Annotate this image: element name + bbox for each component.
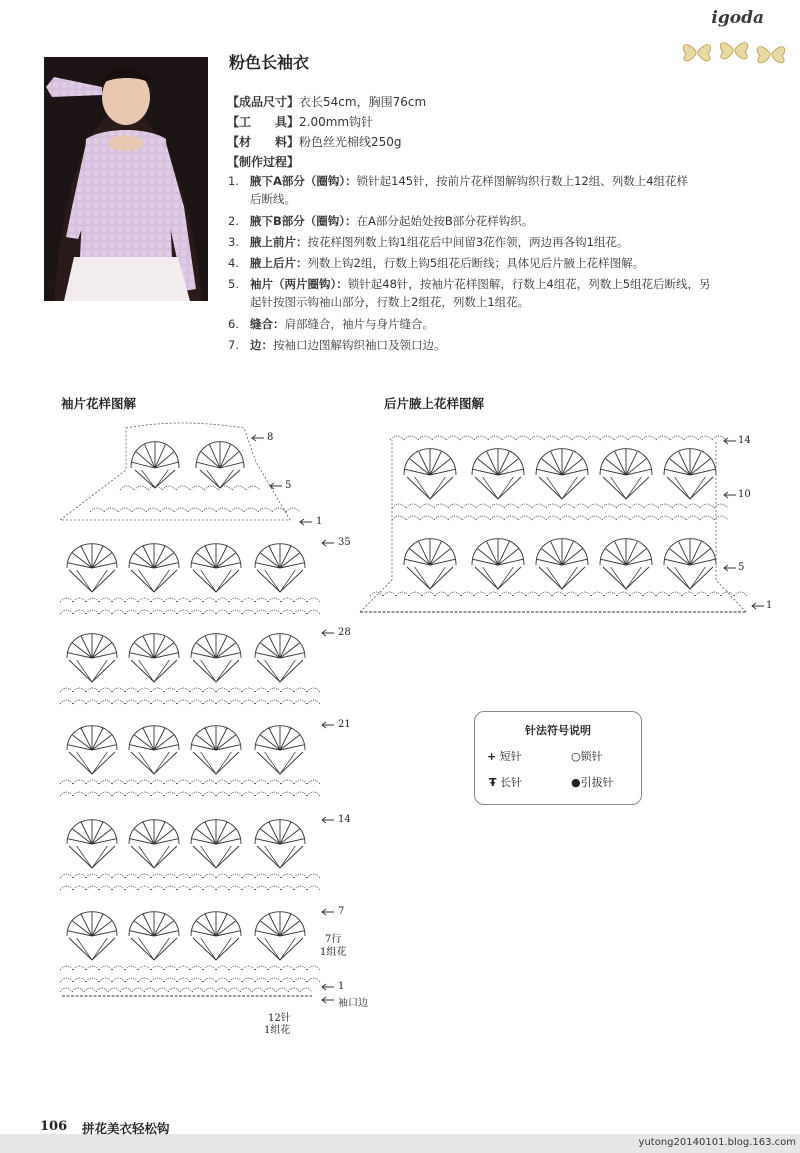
v-stitch [201, 938, 232, 960]
v-stitch [77, 846, 108, 868]
row-arrow-icon [252, 435, 264, 441]
v-stitch [539, 477, 585, 499]
v-stitch [265, 660, 296, 682]
chain-arcs [60, 874, 320, 878]
v-stitch [77, 660, 108, 682]
fan-motif [255, 912, 305, 936]
row-arrow-icon [322, 817, 334, 823]
v-stitch [193, 938, 239, 960]
v-stitch [135, 470, 175, 488]
fan-motif [404, 449, 456, 475]
v-stitch [139, 938, 170, 960]
sleeve-bottom-stitches: 12针 [268, 1013, 291, 1024]
sleeve-cuff-label: 袖口边 [338, 998, 368, 1009]
v-stitch [201, 570, 232, 592]
v-stitch [257, 570, 303, 592]
chain-arcs [60, 886, 320, 890]
fan-motif [67, 634, 117, 658]
fan-motif [129, 912, 179, 936]
v-stitch [611, 477, 642, 499]
back-row-label: 10 [738, 489, 751, 500]
step-6: 6. 缝合：肩部缝合，袖片与身片缝合。 [228, 317, 434, 331]
v-stitch [667, 567, 713, 589]
step-4: 4. 腋上后片：列数上钩2组，行数上钩5组花后断线；具体见后片腋上花样图解。 [228, 256, 645, 270]
step-5: 5. 袖片（两片圈钩）：锁针起48针，按袖片花样图解，行数上4组花，列数上5组花后断线，另 起针按图示钩袖山部分，行数上2组花，列数上1组花。 [228, 277, 711, 309]
spec-key: 【材 料】 [227, 135, 300, 149]
step-3: 3. 腋上前片：按花样图列数上钩1组花后中间留3花作领，两边再各钩1组花。 [228, 235, 629, 249]
fan-motif [600, 449, 652, 475]
sleeve-bottom-unit: 1组花 [264, 1025, 291, 1036]
v-stitch [675, 477, 706, 499]
legend-item-dc: Ŧ 长针 [489, 776, 523, 789]
row-arrow-icon [322, 984, 334, 990]
fan-motif [472, 449, 524, 475]
v-stitch [131, 846, 177, 868]
v-stitch [77, 570, 108, 592]
v-stitch [77, 938, 108, 960]
row-arrow-icon [322, 997, 334, 1003]
v-stitch [201, 752, 232, 774]
sleeve-row-label: 14 [338, 814, 351, 825]
back-row-label: 1 [766, 600, 773, 611]
v-stitch [257, 938, 303, 960]
v-stitch [201, 660, 232, 682]
fan-motif [191, 912, 241, 936]
legend-item-sc: + 短针 [487, 750, 522, 763]
v-stitch [547, 477, 578, 499]
process-heading: 【制作过程】 [227, 155, 300, 169]
spec-value: 粉色丝光棉线250g [299, 135, 402, 149]
v-stitch [69, 570, 115, 592]
sleeve-repeat-unit: 1组花 [320, 947, 347, 958]
sleeve-row-label: 5 [285, 480, 292, 491]
fan-motif [536, 449, 588, 475]
v-stitch [611, 567, 642, 589]
fan-motif [67, 912, 117, 936]
back-row-label: 5 [738, 562, 745, 573]
fan-motif [404, 539, 456, 565]
legend-title: 针法符号说明 [525, 724, 591, 737]
fan-motif [191, 544, 241, 568]
v-stitch [69, 938, 115, 960]
sleeve-row-label: 21 [338, 719, 351, 730]
fan-motif [600, 539, 652, 565]
fan-motif [472, 539, 524, 565]
row-arrow-icon [752, 603, 764, 609]
v-stitch [257, 846, 303, 868]
v-stitch [193, 752, 239, 774]
fan-motif [67, 726, 117, 750]
v-stitch [483, 477, 514, 499]
chain-arcs [370, 592, 747, 596]
sleeve-row-label: 1 [338, 981, 345, 992]
v-stitch [139, 752, 170, 774]
v-stitch [667, 477, 713, 499]
fan-motif [129, 726, 179, 750]
step-7: 7. 边：按袖口边图解钩织袖口及领口边。 [228, 338, 446, 352]
v-stitch [415, 477, 446, 499]
row-arrow-icon [322, 722, 334, 728]
row-arrow-icon [270, 483, 282, 489]
v-stitch [265, 846, 296, 868]
row-arrow-icon [300, 519, 312, 525]
chain-arcs [60, 700, 320, 704]
row-arrow-icon [322, 540, 334, 546]
spec-key: 【成品尺寸】 [227, 95, 300, 109]
chain-arcs [60, 780, 320, 784]
v-stitch [69, 752, 115, 774]
sleeve-row-label: 7 [338, 906, 345, 917]
v-stitch [539, 567, 585, 589]
v-stitch [483, 567, 514, 589]
v-stitch [139, 570, 170, 592]
v-stitch [257, 660, 303, 682]
row-arrow-icon [322, 630, 334, 636]
fan-motif [664, 539, 716, 565]
row-arrow-icon [724, 492, 736, 498]
step-2: 2. 腋下B部分（圈钩）：在A部分起始处按B部分花样钩织。 [228, 214, 534, 228]
page-title: 粉色长袖衣 [229, 53, 310, 72]
v-stitch [193, 660, 239, 682]
chain-arcs [60, 966, 320, 970]
v-stitch [603, 567, 649, 589]
sleeve-row-label: 8 [267, 432, 274, 443]
v-stitch [265, 752, 296, 774]
fan-motif [191, 726, 241, 750]
v-stitch [200, 470, 240, 488]
chain-arcs [120, 486, 260, 490]
v-stitch [407, 567, 453, 589]
row-arrow-icon [724, 438, 736, 444]
fan-motif [67, 820, 117, 844]
fan-motif [255, 726, 305, 750]
v-stitch [77, 752, 108, 774]
row-arrow-icon [322, 909, 334, 915]
v-stitch [139, 846, 170, 868]
v-stitch [547, 567, 578, 589]
sleeve-repeat-rows: 7行 [325, 934, 342, 945]
v-stitch [265, 570, 296, 592]
v-stitch [69, 660, 115, 682]
back-row-label: 14 [738, 435, 751, 446]
fan-motif [255, 634, 305, 658]
chain-arcs [392, 516, 728, 520]
fan-motif [191, 634, 241, 658]
v-stitch [265, 938, 296, 960]
v-stitch [139, 660, 170, 682]
v-stitch [131, 660, 177, 682]
page-number: 106 [40, 1119, 68, 1134]
spec-value: 衣长54cm，胸围76cm [299, 95, 427, 109]
v-stitch [257, 752, 303, 774]
back-diagram-title: 后片腋上花样图解 [384, 396, 485, 411]
chain-arcs [60, 688, 320, 692]
v-stitch [475, 567, 521, 589]
fan-motif [664, 449, 716, 475]
fan-motif [67, 544, 117, 568]
sleeve-diagram-title: 袖片花样图解 [61, 396, 137, 411]
chain-arcs [390, 436, 726, 440]
fan-motif [131, 442, 179, 468]
sleeve-row-label: 28 [338, 627, 351, 638]
v-stitch [475, 477, 521, 499]
v-stitch [415, 567, 446, 589]
fan-motif [129, 634, 179, 658]
source-url: yutong20140101.blog.163.com [638, 1137, 796, 1148]
v-stitch [131, 938, 177, 960]
fan-motif [129, 820, 179, 844]
row-arrow-icon [724, 565, 736, 571]
v-stitch [131, 570, 177, 592]
legend-item-slst: ●引拔针 [571, 776, 614, 789]
legend-item-ch: ○锁针 [571, 750, 603, 763]
v-stitch [193, 570, 239, 592]
fan-motif [255, 820, 305, 844]
spec-value: 2.00mm钩针 [299, 115, 374, 129]
spec-key: 【工 具】 [227, 115, 300, 129]
v-stitch [201, 846, 232, 868]
fan-motif [255, 544, 305, 568]
v-stitch [675, 567, 706, 589]
brand-logo: igoda [711, 8, 764, 28]
chain-arcs [60, 988, 312, 992]
step-1: 1. 腋下A部分（圈钩）：锁针起145针，按前片花样图解钩织行数上12组、列数上4组花样 后断线。 [228, 174, 689, 206]
fan-motif [129, 544, 179, 568]
chain-arcs [60, 978, 320, 982]
fan-motif [536, 539, 588, 565]
v-stitch [69, 846, 115, 868]
fan-motif [196, 442, 244, 468]
v-stitch [603, 477, 649, 499]
sleeve-row-label: 1 [316, 516, 323, 527]
v-stitch [131, 752, 177, 774]
v-stitch [193, 846, 239, 868]
chain-arcs [60, 610, 320, 614]
book-title: 拼花美衣轻松钩 [82, 1121, 170, 1136]
chain-arcs [60, 598, 320, 602]
fan-motif [191, 820, 241, 844]
chain-arcs [60, 792, 320, 796]
chain-arcs [392, 504, 728, 508]
sleeve-row-label: 35 [338, 537, 351, 548]
v-stitch [407, 477, 453, 499]
chain-arcs [90, 508, 300, 512]
stitch-legend [474, 711, 642, 805]
